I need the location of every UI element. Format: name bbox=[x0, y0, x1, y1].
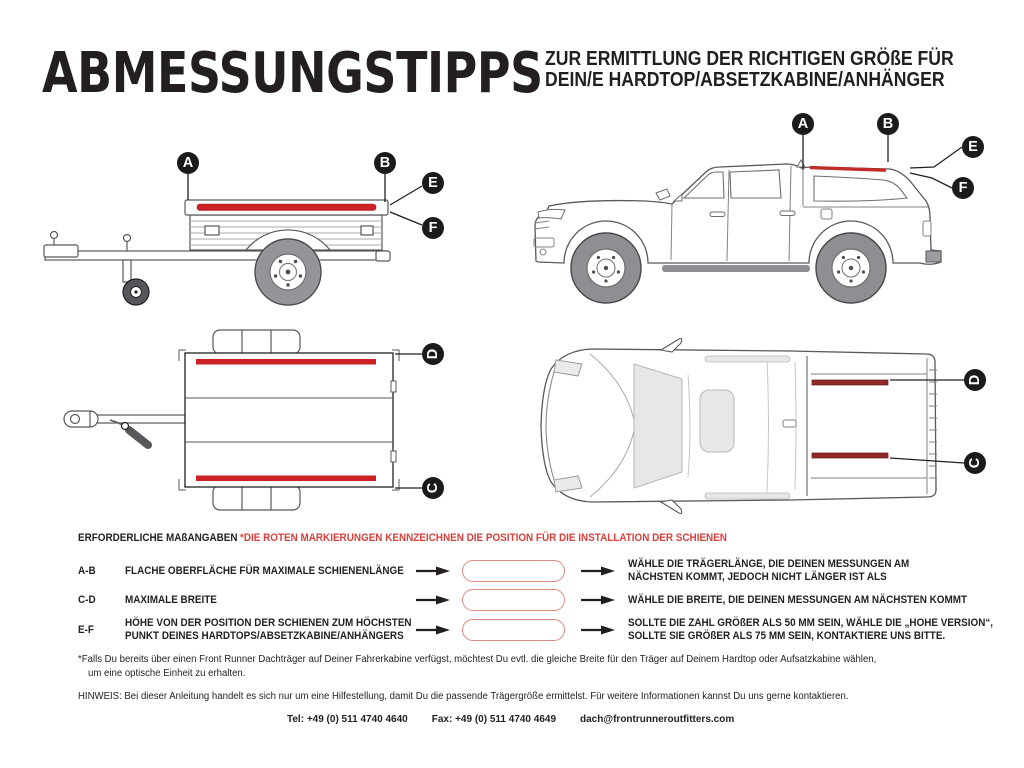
marker-e-label: E bbox=[968, 139, 978, 155]
measurement-description: MAXIMALE BREITE bbox=[125, 593, 217, 606]
measurement-result: WÄHLE DIE TRÄGERLÄNGE, DIE DEINEN MESSUNGEN AM NÄCHSTEN KOMMT, JEDOCH NICHT LÄNGER IST ALS bbox=[628, 558, 910, 583]
side-mirror bbox=[656, 189, 670, 200]
range-label: C-D bbox=[78, 593, 96, 606]
door-handle-rear bbox=[780, 211, 795, 216]
arrow-right-icon bbox=[581, 614, 617, 646]
marker-c-label: C bbox=[967, 457, 983, 469]
measurement-row-ab bbox=[0, 556, 1024, 586]
windshield-top-view bbox=[634, 364, 682, 488]
trailer-box-top-view bbox=[185, 353, 393, 487]
rail-position-stripe-right bbox=[196, 476, 376, 482]
contact-email[interactable]: dach@frontrunneroutfitters.com bbox=[580, 714, 735, 725]
marker-d-label: D bbox=[425, 348, 441, 360]
rail-position-stripe-left bbox=[196, 359, 376, 365]
truck-top-view-diagram bbox=[530, 330, 1005, 525]
marker-f-label: F bbox=[958, 180, 968, 196]
running-board bbox=[662, 265, 810, 272]
rail-position-stripe bbox=[197, 204, 376, 211]
measurement-field-cd-wrap bbox=[462, 587, 566, 613]
marker-a-label: A bbox=[182, 155, 194, 171]
rear-bumper bbox=[926, 251, 941, 262]
contact-bar bbox=[287, 714, 734, 725]
sunroof bbox=[700, 390, 734, 452]
measurement-field-ab-wrap bbox=[462, 556, 566, 586]
asterisk-footnote: *Falls Du bereits über einen Front Runner Dachträger auf Deiner Fahrerkabine verfügst, möchtest Du evtl. die gleiche Breite für den Träger auf Deinem Hardtop oder Aufsatzkabine wählen, um eine optische Einheit zu erhalten. bbox=[78, 654, 877, 679]
measurement-row-cd bbox=[0, 587, 1024, 613]
marker-f-label: F bbox=[428, 220, 438, 236]
measurement-field-ef-wrap bbox=[462, 614, 566, 646]
contact-tel: Tel: +49 (0) 511 4740 4640 bbox=[287, 714, 408, 725]
marker-e-label: E bbox=[428, 175, 438, 191]
range-label: E-F bbox=[78, 623, 94, 636]
rail-position-stripe-right bbox=[812, 453, 888, 458]
measurement-field-cd[interactable] bbox=[462, 589, 565, 611]
measurement-field-ef[interactable] bbox=[462, 619, 565, 641]
arrow-right-icon bbox=[581, 556, 617, 586]
marker-leader-lines bbox=[395, 354, 422, 488]
side-windows-strip-left bbox=[705, 356, 790, 362]
rail-position-stripe-left bbox=[812, 380, 888, 385]
measurement-result: WÄHLE DIE BREITE, DIE DEINEN MESSUNGEN AM NÄCHSTEN KOMMT bbox=[628, 593, 968, 606]
marker-b-label: B bbox=[882, 116, 894, 132]
trailer-top-view-diagram bbox=[30, 325, 475, 530]
page-title: ABMESSUNGSTIPPS bbox=[42, 41, 543, 106]
truck-side-view-diagram bbox=[520, 110, 1005, 320]
subtitle-line-1: ZUR ERMITTLUNG DER RICHTIGEN GRÖßE FÜR bbox=[545, 48, 954, 70]
subtitle-line-2: DEIN/E HARDTOP/ABSETZKABINE/ANHÄNGER bbox=[545, 69, 945, 91]
side-windows-strip-right bbox=[705, 493, 790, 499]
truck-body-top-view bbox=[541, 349, 936, 502]
arrow-right-icon bbox=[416, 587, 452, 613]
measurement-description: FLACHE OBERFLÄCHE FÜR MAXIMALE SCHIENENLÄNGE bbox=[125, 564, 404, 577]
jockey-handle-top-view bbox=[110, 420, 148, 445]
door-handle-front bbox=[710, 212, 725, 217]
measurement-row-ef bbox=[0, 614, 1024, 646]
arrow-right-icon bbox=[416, 556, 452, 586]
required-measurements-label: ERFORDERLICHE MAßANGABEN bbox=[78, 532, 238, 544]
trailer-side-view-diagram bbox=[30, 120, 475, 320]
marker-b-label: B bbox=[379, 155, 391, 171]
marker-c-label: C bbox=[425, 482, 441, 494]
measurement-result: SOLLTE DIE ZAHL GRÖßER ALS 50 MM SEIN, WÄHLE DIE „HOHE VERSION“, SOLLTE SIE GRÖßER ALS 75 MM SEIN, KONTAKTIERE UNS BITTE. bbox=[628, 617, 994, 642]
page-subtitle bbox=[545, 49, 1009, 91]
antenna-fin bbox=[797, 160, 805, 167]
jockey-wheel bbox=[123, 279, 149, 305]
arrow-right-icon bbox=[416, 614, 452, 646]
headlight bbox=[538, 209, 565, 219]
measurement-field-ab[interactable] bbox=[462, 560, 565, 582]
marker-badges bbox=[964, 369, 986, 474]
marker-d-label: D bbox=[967, 374, 983, 386]
trailer-wheel bbox=[255, 239, 321, 305]
range-label: A-B bbox=[78, 564, 96, 577]
contact-fax: Fax: +49 (0) 511 4740 4649 bbox=[431, 714, 557, 725]
marker-badges bbox=[422, 343, 444, 499]
measurement-description: HÖHE VON DER POSITION DER SCHIENEN ZUM HÖCHSTEN PUNKT DEINES HARDTOPS/ABSETZKABINE/ANHÄNGERS bbox=[125, 617, 412, 642]
red-markings-note: *DIE ROTEN MARKIERUNGEN KENNZEICHNEN DIE POSITION FÜR DIE INSTALLATION DER SCHIENEN bbox=[240, 532, 727, 544]
arrow-right-icon bbox=[581, 587, 617, 613]
hinweis-note: HINWEIS: Bei dieser Anleitung handelt es sich nur um eine Hilfestellung, damit Du die passende Trägergröße ermittelst. Für weitere Informationen kannst Du uns gerne kontaktieren. bbox=[78, 691, 849, 702]
marker-a-label: A bbox=[797, 116, 809, 132]
